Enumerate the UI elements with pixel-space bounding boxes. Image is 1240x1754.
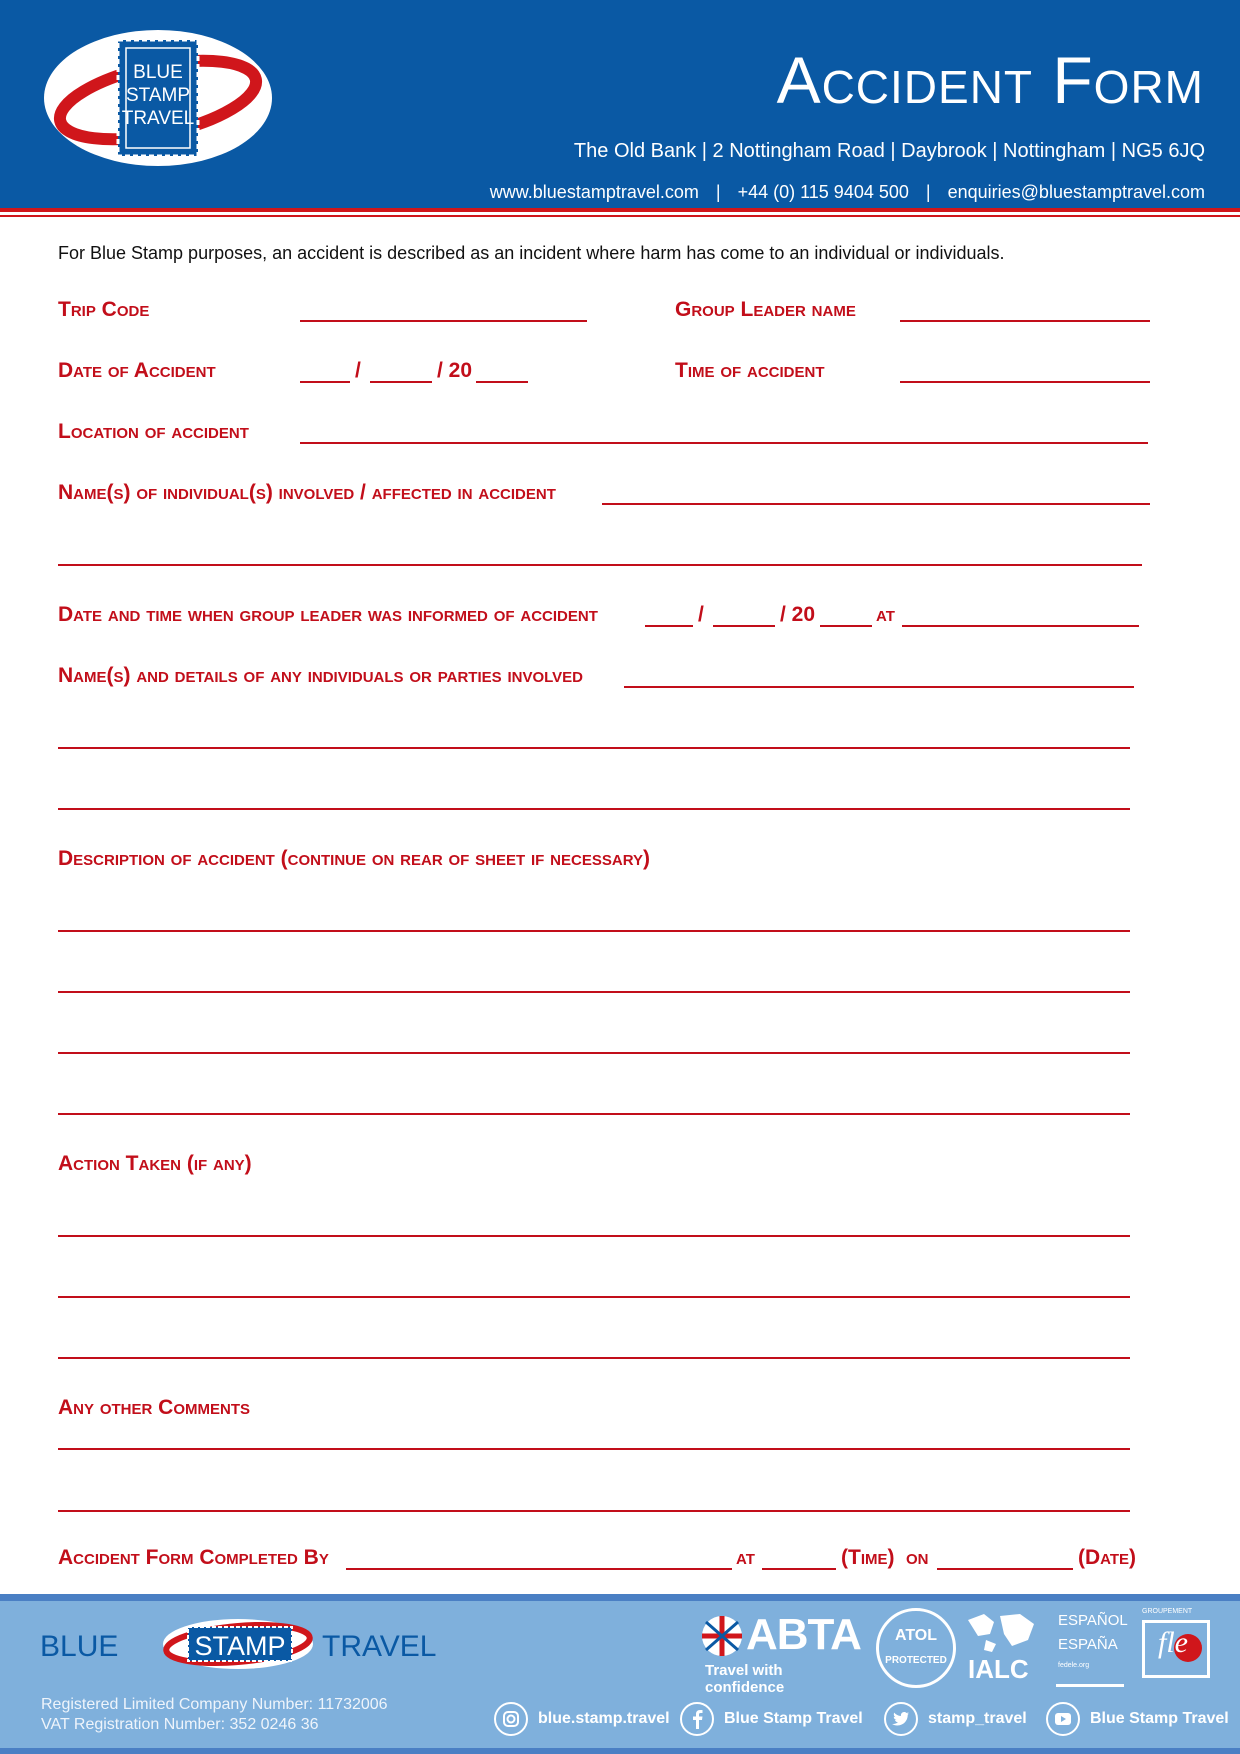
group-leader-name-label: Group Leader name — [675, 298, 856, 321]
location-of-accident-label: Location of accident — [58, 420, 249, 443]
accident-month-line[interactable] — [370, 381, 432, 383]
footer-brand-logo — [40, 1612, 437, 1676]
logo-line-2: STAMP — [125, 85, 191, 106]
twitter-icon — [884, 1702, 918, 1736]
contact-line — [490, 182, 1205, 203]
location-line[interactable] — [300, 442, 1148, 444]
description-label: Description of accident (continue on rear of sheet if necessary) — [58, 847, 650, 870]
facebook-icon — [680, 1702, 714, 1736]
company-number: Registered Limited Company Number: 11732006 — [41, 1696, 388, 1713]
footer-bottom-stripe — [0, 1748, 1240, 1754]
trip-code-line[interactable] — [300, 320, 587, 322]
abta-badge — [700, 1610, 862, 1696]
time-of-accident-label: Time of accident — [675, 359, 825, 382]
separator: | — [715, 182, 721, 202]
date-slash-20: / 20 — [780, 603, 816, 626]
informed-month-line[interactable] — [713, 625, 775, 627]
action-taken-line-1[interactable] — [58, 1235, 1130, 1237]
completed-by-label: Accident Form Completed By — [58, 1546, 329, 1569]
individuals-involved-label: Name(s) of individual(s) involved / affected in accident — [58, 481, 556, 504]
phone-number: +44 (0) 115 9404 500 — [737, 182, 909, 202]
header-red-stripe — [0, 208, 1240, 212]
parties-involved-line-3[interactable] — [58, 808, 1130, 810]
header-red-stripe-thin — [0, 215, 1240, 217]
action-taken-line-3[interactable] — [58, 1357, 1130, 1359]
espanol-espana-badge — [1056, 1612, 1128, 1687]
parties-involved-label: Name(s) and details of any individuals or parties involved — [58, 664, 584, 687]
completed-date-line[interactable] — [937, 1568, 1073, 1570]
fedele-text: fedele.org — [1058, 1662, 1090, 1669]
date-slash: / — [355, 359, 361, 382]
completed-by-name-line[interactable] — [346, 1568, 732, 1570]
fle-text: fle — [1158, 1626, 1188, 1659]
accident-year-line[interactable] — [476, 381, 528, 383]
atol-text: ATOL — [894, 1627, 938, 1644]
social-facebook[interactable] — [680, 1701, 863, 1737]
completed-time-line[interactable] — [762, 1568, 836, 1570]
individuals-involved-line[interactable] — [602, 503, 1150, 505]
atol-badge — [876, 1608, 956, 1688]
action-taken-line-2[interactable] — [58, 1296, 1130, 1298]
description-line-4[interactable] — [58, 1113, 1130, 1115]
action-taken-label: Action Taken (if any) — [58, 1152, 252, 1175]
instagram-icon — [494, 1702, 528, 1736]
description-line-1[interactable] — [58, 930, 1130, 932]
intro-text: For Blue Stamp purposes, an accident is described as an incident where harm has come to an individual or individuals. — [58, 243, 1005, 263]
other-comments-label: Any other Comments — [58, 1396, 250, 1419]
informed-day-line[interactable] — [645, 625, 693, 627]
social-instagram[interactable] — [494, 1701, 670, 1737]
other-comments-line-1[interactable] — [58, 1448, 1130, 1450]
at-label: at — [876, 603, 895, 626]
informed-time-line[interactable] — [902, 625, 1139, 627]
time-label: (Time) — [841, 1546, 895, 1569]
individuals-involved-line-2[interactable] — [58, 564, 1142, 566]
social-twitter[interactable] — [884, 1701, 1027, 1737]
at-label: at — [736, 1546, 755, 1569]
date-label: (Date) — [1078, 1546, 1137, 1569]
informed-year-line[interactable] — [820, 625, 872, 627]
footer-brand-travel: TRAVEL — [322, 1630, 437, 1663]
atol-protected-text: PROTECTED — [885, 1655, 947, 1666]
description-line-2[interactable] — [58, 991, 1130, 993]
date-of-accident-label: Date of Accident — [58, 359, 216, 382]
trip-code-label: Trip Code — [58, 298, 150, 321]
parties-involved-line[interactable] — [624, 686, 1134, 688]
group-leader-name-line[interactable] — [900, 320, 1150, 322]
youtube-handle: Blue Stamp Travel — [1090, 1710, 1229, 1727]
on-label: on — [906, 1546, 929, 1569]
abta-text: ABTA — [746, 1610, 861, 1659]
espana-text: ESPAÑA — [1058, 1636, 1118, 1653]
accident-day-line[interactable] — [300, 381, 350, 383]
world-map-icon — [964, 1610, 1038, 1654]
ialc-badge — [964, 1610, 1038, 1686]
date-slash-20: / 20 — [437, 359, 473, 382]
blue-stamp-travel-logo — [42, 28, 274, 168]
footer-top-stripe — [0, 1594, 1240, 1601]
abta-tagline: Travel with confidence — [705, 1662, 785, 1696]
facebook-handle: Blue Stamp Travel — [724, 1710, 863, 1727]
groupement-text: GROUPEMENT — [1142, 1608, 1193, 1615]
description-line-3[interactable] — [58, 1052, 1130, 1054]
footer-brand-blue: BLUE — [40, 1630, 119, 1663]
logo-line-3: TRAVEL — [121, 108, 195, 129]
abta-globe-icon — [700, 1614, 744, 1658]
social-youtube[interactable] — [1046, 1701, 1229, 1737]
logo-line-1: BLUE — [133, 62, 183, 83]
date-slash: / — [698, 603, 704, 626]
date-time-informed-label: Date and time when group leader was informed of accident — [58, 603, 598, 626]
time-of-accident-line[interactable] — [900, 381, 1150, 383]
company-address: The Old Bank | 2 Nottingham Road | Daybrook | Nottingham | NG5 6JQ — [573, 140, 1205, 162]
footer-brand-stamp: STAMP — [194, 1631, 286, 1661]
separator: | — [925, 182, 931, 202]
fle-badge — [1140, 1608, 1214, 1686]
instagram-handle: blue.stamp.travel — [538, 1710, 670, 1727]
ialc-text: IALC — [968, 1654, 1029, 1684]
website-link[interactable]: www.bluestamptravel.com — [489, 182, 699, 202]
email-link[interactable]: enquiries@bluestamptravel.com — [947, 182, 1205, 202]
other-comments-line-2[interactable] — [58, 1510, 1130, 1512]
espanol-text: ESPAÑOL — [1058, 1612, 1128, 1629]
twitter-handle: stamp_travel — [928, 1710, 1027, 1727]
youtube-icon — [1046, 1702, 1080, 1736]
parties-involved-line-2[interactable] — [58, 747, 1130, 749]
vat-number: VAT Registration Number: 352 0246 36 — [41, 1716, 319, 1733]
page-title: Accident Form — [776, 43, 1204, 117]
